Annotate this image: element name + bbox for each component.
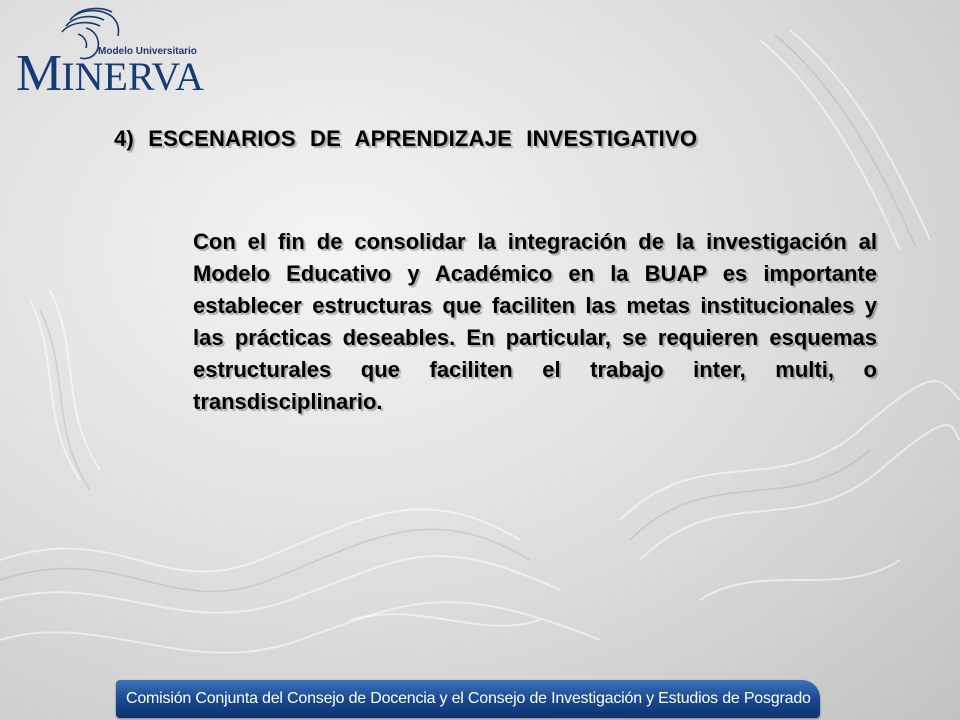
logo-initial: M [16,45,62,102]
minerva-logo [8,6,204,106]
slide-heading: 4) ESCENARIOS DE APRENDIZAJE INVESTIGATIVO [114,126,698,151]
footer-text: Comisión Conjunta del Consejo de Docencia y el Consejo de Investigación y Estudios de Posgrado [126,690,811,707]
logo-wordmark [16,45,204,103]
logo-wordmark-rest: INERVA [61,54,204,99]
footer-banner [116,680,820,718]
slide-body-text: Con el fin de consolidar la integración de la investigación al Modelo Educativo y Académico en la BUAP es importante establecer estructuras que faciliten las metas institucionales y las prácticas deseables. En particular, se requieren esquemas estructurales que faciliten el trabajo inter, multi, o transdisciplinario. [193,229,877,414]
logo-subtitle: Modelo Universitario [98,46,197,57]
